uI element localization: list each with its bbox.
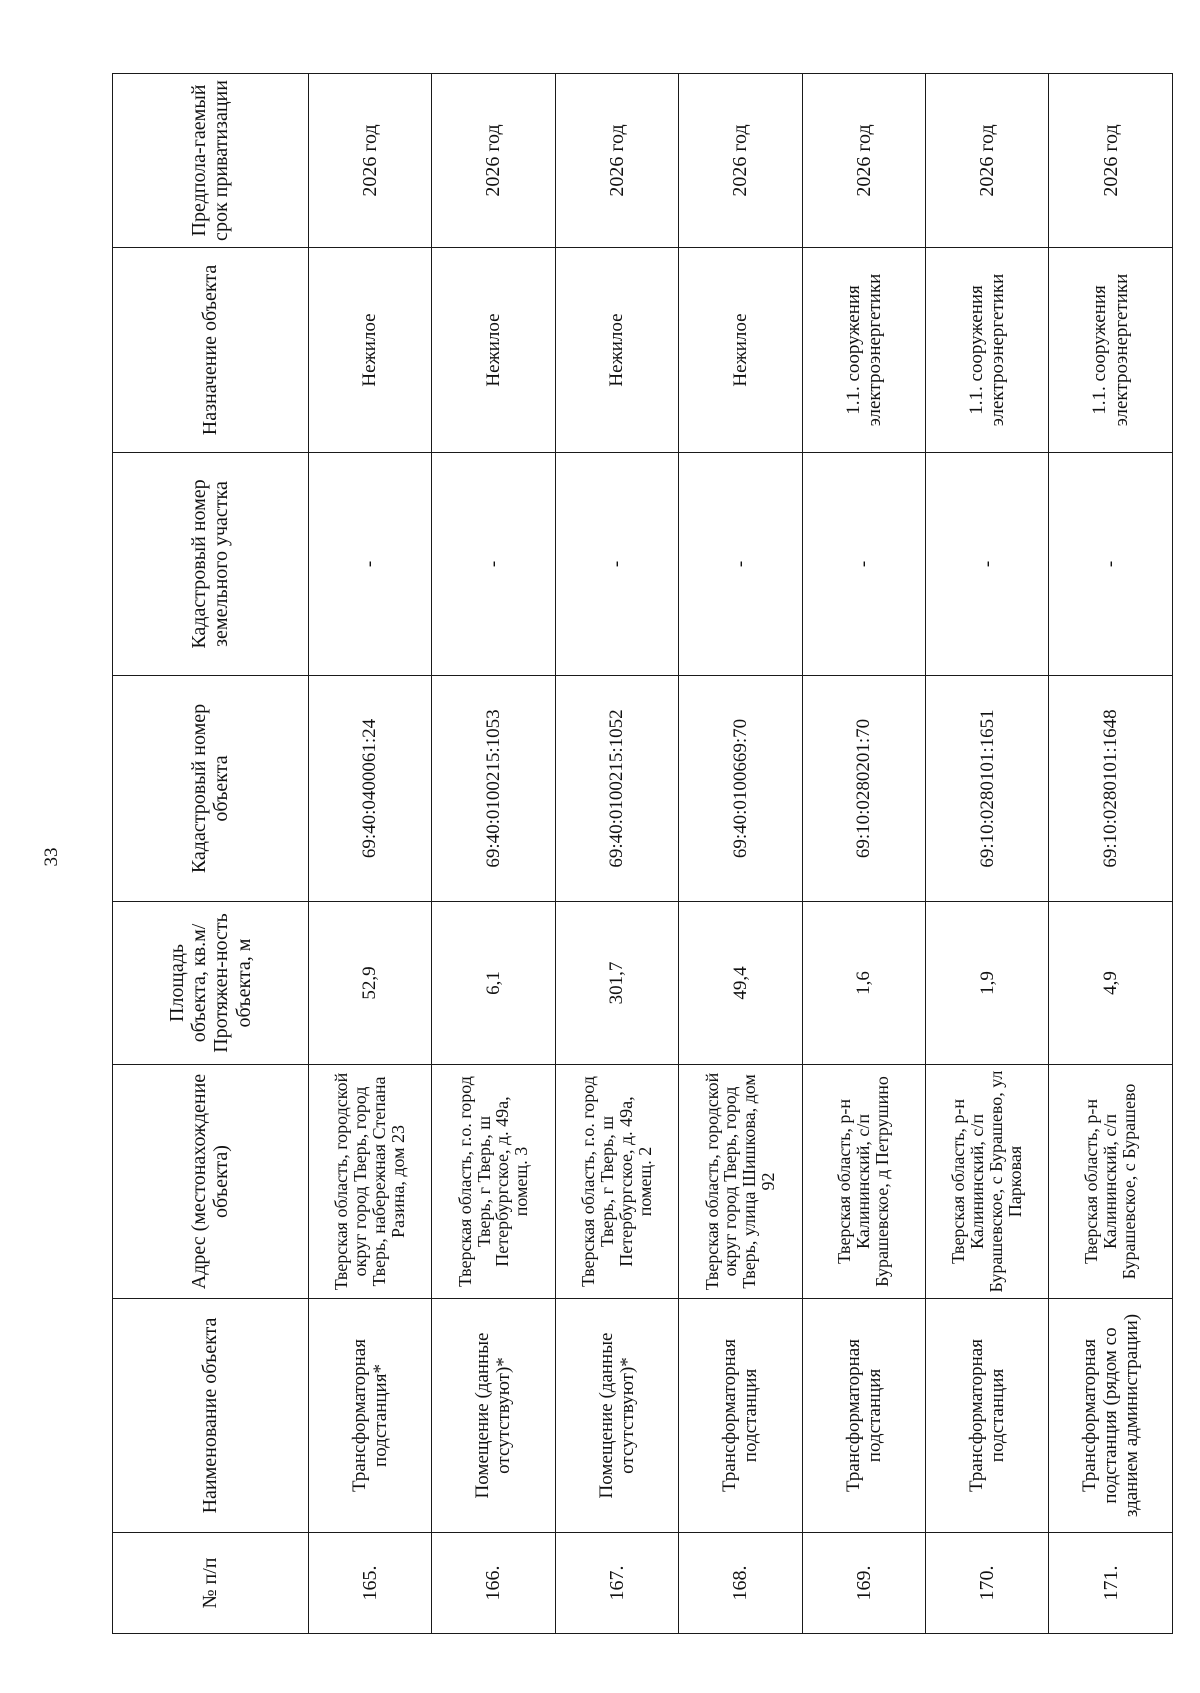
object-area: 4,9 xyxy=(1049,902,1173,1065)
object-address: Тверская область, городской округ город Тверь, город Тверь, набережная Степана Разина, дом 23 xyxy=(308,1065,431,1299)
rotated-table-wrapper xyxy=(112,74,1173,1634)
object-cadastral-number: 69:10:0280101:1648 xyxy=(1049,676,1173,902)
row-number: 170. xyxy=(926,1533,1049,1634)
row-number: 165. xyxy=(308,1533,431,1634)
land-cadastral-number: - xyxy=(802,453,925,676)
object-address: Тверская область, городской округ город Тверь, город Тверь, улица Шишкова, дом 92 xyxy=(679,1065,802,1299)
object-cadastral-number: 69:40:0100215:1052 xyxy=(555,676,678,902)
privatization-term: 2026 год xyxy=(1049,74,1173,248)
land-cadastral-number: - xyxy=(308,453,431,676)
table-row xyxy=(432,74,555,1634)
table-row xyxy=(1049,74,1173,1634)
object-address: Тверская область, р-н Калининский, с/п Бурашевское, д Петрушино xyxy=(802,1065,925,1299)
object-purpose: 1.1. сооружения электроэнергетики xyxy=(926,248,1049,453)
object-name: Трансформаторная подстанция xyxy=(926,1299,1049,1533)
object-name: Трансформаторная подстанция xyxy=(802,1299,925,1533)
header-term: Предпола-гаемый срок приватизации xyxy=(113,74,309,248)
header-number: № п/п xyxy=(113,1533,309,1634)
row-number: 166. xyxy=(432,1533,555,1634)
object-area: 52,9 xyxy=(308,902,431,1065)
object-address: Тверская область, г.о. город Тверь, г Тверь, ш Петербургское, д. 49а, помещ. 2 xyxy=(555,1065,678,1299)
object-purpose: Нежилое xyxy=(555,248,678,453)
object-cadastral-number: 69:10:0280101:1651 xyxy=(926,676,1049,902)
object-cadastral-number: 69:40:0100215:1053 xyxy=(432,676,555,902)
header-area: Площадь объекта, кв.м/ Протяжен-ность объекта, м xyxy=(113,902,309,1065)
header-address: Адрес (местонахождение объекта) xyxy=(113,1065,309,1299)
table-row xyxy=(555,74,678,1634)
object-cadastral-number: 69:10:0280201:70 xyxy=(802,676,925,902)
page-number: 33 xyxy=(41,847,62,867)
row-number: 171. xyxy=(1049,1533,1173,1634)
object-area: 301,7 xyxy=(555,902,678,1065)
privatization-term: 2026 год xyxy=(926,74,1049,248)
object-address: Тверская область, р-н Калининский, с/п Бурашевское, с Бурашево, ул Парковая xyxy=(926,1065,1049,1299)
land-cadastral-number: - xyxy=(432,453,555,676)
object-name: Помещение (данные отсутствуют)* xyxy=(555,1299,678,1533)
privatization-table xyxy=(112,73,1173,1634)
object-cadastral-number: 69:40:0400061:24 xyxy=(308,676,431,902)
table-header-row xyxy=(113,74,309,1634)
object-name: Трансформаторная подстанция (рядом со зданием администрации) xyxy=(1049,1299,1173,1533)
table-row xyxy=(926,74,1049,1634)
privatization-term: 2026 год xyxy=(802,74,925,248)
land-cadastral-number: - xyxy=(926,453,1049,676)
table-row xyxy=(802,74,925,1634)
header-land-cadastral: Кадастровый номер земельного участка xyxy=(113,453,309,676)
object-purpose: Нежилое xyxy=(308,248,431,453)
row-number: 169. xyxy=(802,1533,925,1634)
privatization-term: 2026 год xyxy=(555,74,678,248)
object-name: Трансформаторная подстанция* xyxy=(308,1299,431,1533)
land-cadastral-number: - xyxy=(679,453,802,676)
land-cadastral-number: - xyxy=(1049,453,1173,676)
object-purpose: Нежилое xyxy=(432,248,555,453)
table-row xyxy=(308,74,431,1634)
object-area: 1,9 xyxy=(926,902,1049,1065)
land-cadastral-number: - xyxy=(555,453,678,676)
object-name: Трансформаторная подстанция xyxy=(679,1299,802,1533)
object-name: Помещение (данные отсутствуют)* xyxy=(432,1299,555,1533)
header-name: Наименование объекта xyxy=(113,1299,309,1533)
table-row xyxy=(679,74,802,1634)
row-number: 167. xyxy=(555,1533,678,1634)
header-purpose: Назначение объекта xyxy=(113,248,309,453)
row-number: 168. xyxy=(679,1533,802,1634)
object-purpose: 1.1. сооружения электроэнергетики xyxy=(802,248,925,453)
privatization-term: 2026 год xyxy=(679,74,802,248)
privatization-term: 2026 год xyxy=(432,74,555,248)
object-purpose: Нежилое xyxy=(679,248,802,453)
privatization-term: 2026 год xyxy=(308,74,431,248)
object-purpose: 1.1. сооружения электроэнергетики xyxy=(1049,248,1173,453)
object-address: Тверская область, р-н Калининский, с/п Бурашевское, с Бурашево xyxy=(1049,1065,1173,1299)
object-area: 49,4 xyxy=(679,902,802,1065)
object-cadastral-number: 69:40:0100669:70 xyxy=(679,676,802,902)
header-cadastral: Кадастровый номер объекта xyxy=(113,676,309,902)
object-address: Тверская область, г.о. город Тверь, г Тверь, ш Петербургское, д. 49а, помещ. 3 xyxy=(432,1065,555,1299)
object-area: 6,1 xyxy=(432,902,555,1065)
object-area: 1,6 xyxy=(802,902,925,1065)
